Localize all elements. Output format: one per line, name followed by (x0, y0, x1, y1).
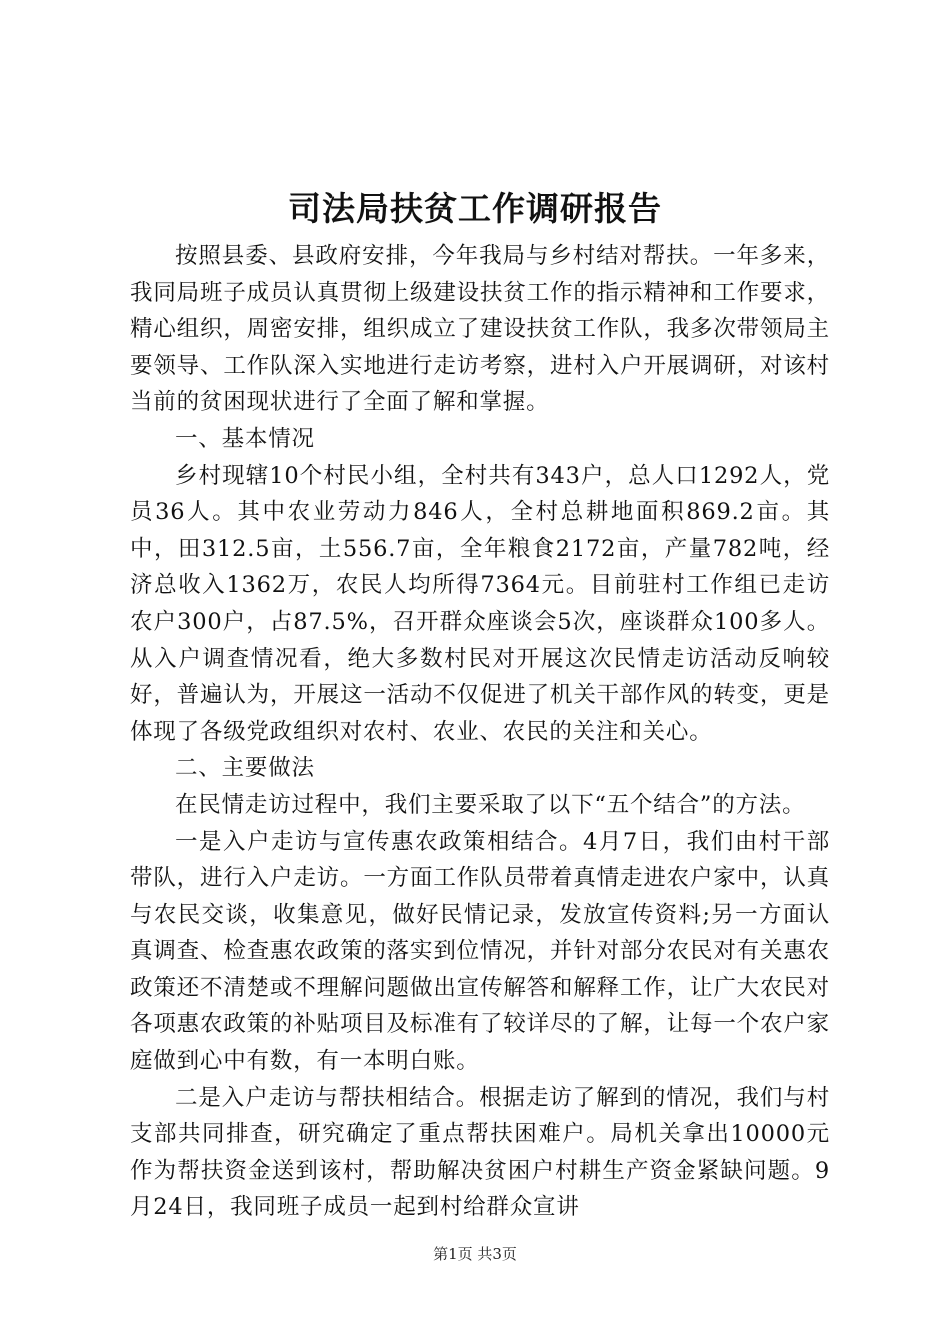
practices-intro-paragraph: 在民情走访过程中，我们主要采取了以下“五个结合”的方法。 (175, 791, 806, 818)
document-title: 司法局扶贫工作调研报告 (288, 189, 662, 228)
practice-one-paragraph: 一是入户走访与宣传惠农政策相结合。4月7日，我们由村干部带队，进行入户走访。一方面工作队员带着真情走进农户家中，认真与农民交谈，收集意见，做好民情记录，发放宣传资料;另一方面认真调查、检查惠农政策的落实到位情况，并针对部分农民对有关惠农政策还不清楚或不理解问题做出宣传解答和解释工作，让广大农民对各项惠农政策的补贴项目及标准有了较详尽的了解，让每一个农户家庭做到心中有数，有一本明白账。 (130, 828, 830, 1075)
section-heading-main-practices: 二、主要做法 (175, 755, 315, 782)
practice-two-paragraph: 二是入户走访与帮扶相结合。根据走访了解到的情况，我们与村支部共同排查，研究确定了重点帮扶困难户。局机关拿出10000元作为帮扶资金送到该村，帮助解决贫困户村耕生产资金紧缺问题。9月24日，我同班子成员一起到村给群众宣讲 (130, 1084, 830, 1221)
intro-paragraph: 按照县委、县政府安排，今年我局与乡村结对帮扶。一年多来，我同局班子成员认真贯彻上级建设扶贫工作的指示精神和工作要求，精心组织，周密安排，组织成立了建设扶贫工作队，我多次带领局主要领导、工作队深入实地进行走访考察，进村入户开展调研，对该村当前的贫困现状进行了全面了解和掌握。 (130, 243, 830, 416)
page-footer: 第1页 共3页 (433, 1245, 517, 1263)
basic-situation-paragraph: 乡村现辖10个村民小组，全村共有343户，总人口1292人，党员36人。其中农业劳动力846人，全村总耕地面积869.2亩。其中，田312.5亩，土556.7亩，全年粮食2172亩，产量782吨，经济总收入1362万，农民人均所得7364元。目前驻村工作组已走访农户300户，占87.5%，召开群众座谈会5次，座谈群众100多人。从入户调查情况看，绝大多数村民对开展这次民情走访活动反响较好，普遍认为，开展这一活动不仅促进了机关干部作风的转变，更是体现了各级党政组织对农村、农业、农民的关注和关心。 (130, 462, 830, 745)
section-heading-basic-situation: 一、基本情况 (175, 425, 315, 452)
document-body (130, 238, 830, 1226)
